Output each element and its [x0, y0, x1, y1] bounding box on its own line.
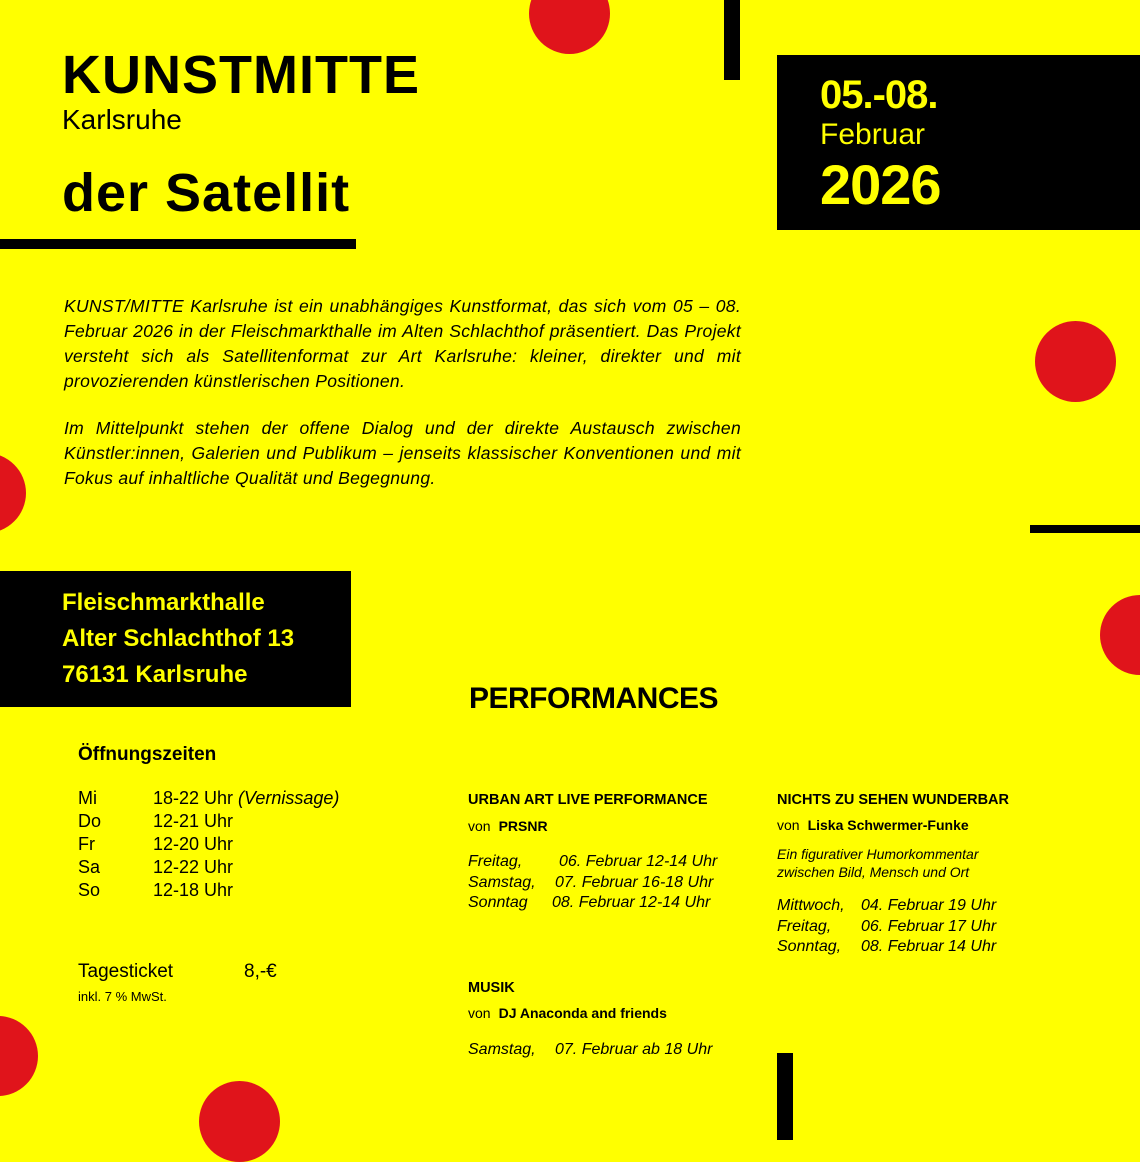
bar-right-horizontal	[1030, 525, 1140, 533]
nichts-title: NICHTS ZU SEHEN WUNDERBAR	[777, 792, 1009, 808]
page-title: KUNSTMITTE	[62, 45, 420, 105]
musik-artist	[468, 1005, 667, 1021]
nichts-schedule	[777, 896, 996, 958]
hours-row	[78, 856, 339, 879]
schedule-day: Samstag,	[468, 873, 536, 891]
address-venue: Fleischmarkthalle	[62, 589, 265, 616]
schedule-date: 06. Februar 17 Uhr	[861, 917, 997, 935]
date-days: 05.-08.	[820, 73, 938, 117]
ticket-price: 8,-€	[244, 961, 277, 982]
schedule-row	[468, 1040, 712, 1061]
red-dot-left-middle	[0, 453, 26, 533]
address-box	[0, 571, 351, 707]
schedule-day: Samstag,	[468, 1041, 536, 1058]
intro-text	[64, 294, 741, 513]
hours-day: Fr	[78, 834, 95, 854]
date-box	[777, 55, 1140, 230]
urban-art-artist	[468, 818, 548, 834]
schedule-row	[468, 852, 717, 873]
schedule-date: 07. Februar 16-18 Uhr	[555, 873, 714, 891]
artist-prefix: von	[468, 818, 491, 834]
hours-day: Do	[78, 811, 102, 831]
description-line-2: zwischen Bild, Mensch und Ort	[777, 864, 970, 880]
hours-time: 18-22 Uhr	[153, 788, 234, 808]
hours-time: 12-21 Uhr	[153, 811, 234, 831]
opening-hours-title: Öffnungszeiten	[78, 744, 217, 765]
urban-art-schedule	[468, 852, 717, 914]
red-dot-top	[529, 0, 610, 54]
address-street: Alter Schlachthof 13	[62, 625, 295, 652]
date-year: 2026	[820, 153, 941, 216]
schedule-row	[468, 873, 717, 894]
artist-prefix: von	[468, 1005, 491, 1021]
hours-note: (Vernissage)	[238, 788, 340, 808]
intro-paragraph-2: Im Mittelpunkt stehen der offene Dialog und der direkte Austausch zwischen Künstler:innen, Galerien und Publikum – jenseits klassischer Konventionen und mit Fokus auf inhaltliche Qualität und Begegnung.	[64, 418, 741, 488]
urban-art-title: URBAN ART LIVE PERFORMANCE	[468, 792, 708, 808]
schedule-date: 07. Februar ab 18 Uhr	[555, 1041, 713, 1058]
description-line-1: Ein figurativer Humorkommentar	[777, 846, 979, 862]
schedule-date: 08. Februar 12-14 Uhr	[552, 894, 711, 911]
bar-top-vertical	[724, 0, 740, 80]
nichts-artist	[777, 817, 969, 833]
artist-name: PRSNR	[498, 818, 548, 834]
intro-paragraph-1: KUNST/MITTE Karlsruhe ist ein unabhängiges Kunstformat, das sich vom 05 – 08. Februar 2026 in der Fleischmarkthalle im Alten Schlachthof präsentiert. Das Projekt versteht sich als Satellitenformat zur Art Karlsruhe: kleiner, direkter und mit provozierenden künstlerischen Positionen.	[64, 296, 741, 391]
address-city: 76131 Karlsruhe	[62, 661, 248, 688]
hours-row	[78, 787, 339, 810]
hours-day: Mi	[78, 788, 97, 808]
schedule-date: 08. Februar 14 Uhr	[861, 938, 997, 955]
ticket-tax-note: inkl. 7 % MwSt.	[78, 989, 167, 1004]
red-dot-right-upper	[1035, 321, 1116, 402]
ticket-label: Tagesticket	[78, 961, 174, 982]
performances-heading: PERFORMANCES	[469, 682, 719, 715]
hours-row	[78, 810, 339, 833]
schedule-day: Mittwoch,	[777, 897, 845, 914]
red-dot-right-middle	[1100, 595, 1140, 675]
artist-prefix: von	[777, 817, 800, 833]
schedule-date: 06. Februar 12-14 Uhr	[559, 853, 718, 870]
schedule-date: 04. Februar 19 Uhr	[861, 897, 997, 914]
tagline: der Satellit	[62, 163, 351, 223]
nichts-description	[777, 845, 979, 881]
hours-time: 12-20 Uhr	[153, 834, 234, 854]
bar-bottom-vertical	[777, 1053, 793, 1140]
hours-row	[78, 833, 339, 856]
date-month: Februar	[820, 118, 926, 151]
ticket-info	[78, 961, 277, 983]
musik-schedule	[468, 1040, 712, 1061]
schedule-row	[777, 937, 996, 958]
artist-name: Liska Schwermer-Funke	[807, 817, 969, 833]
schedule-day: Sonntag,	[777, 938, 842, 955]
schedule-day: Freitag,	[468, 853, 523, 870]
bar-under-title	[0, 239, 356, 249]
opening-hours-table	[78, 787, 339, 902]
schedule-row	[777, 896, 996, 917]
hours-row	[78, 879, 339, 902]
hours-time: 12-22 Uhr	[153, 857, 234, 877]
hours-day: Sa	[78, 857, 101, 877]
hours-time: 12-18 Uhr	[153, 880, 234, 900]
schedule-day: Freitag,	[777, 917, 832, 935]
schedule-row	[468, 893, 717, 914]
artist-name: DJ Anaconda and friends	[498, 1005, 667, 1021]
city-subtitle: Karlsruhe	[62, 104, 182, 135]
red-dot-bottom	[199, 1081, 280, 1162]
musik-title: MUSIK	[468, 980, 515, 996]
schedule-row	[777, 917, 996, 938]
hours-day: So	[78, 880, 101, 900]
red-dot-left-lower	[0, 1016, 38, 1096]
schedule-day: Sonntag	[468, 894, 528, 911]
